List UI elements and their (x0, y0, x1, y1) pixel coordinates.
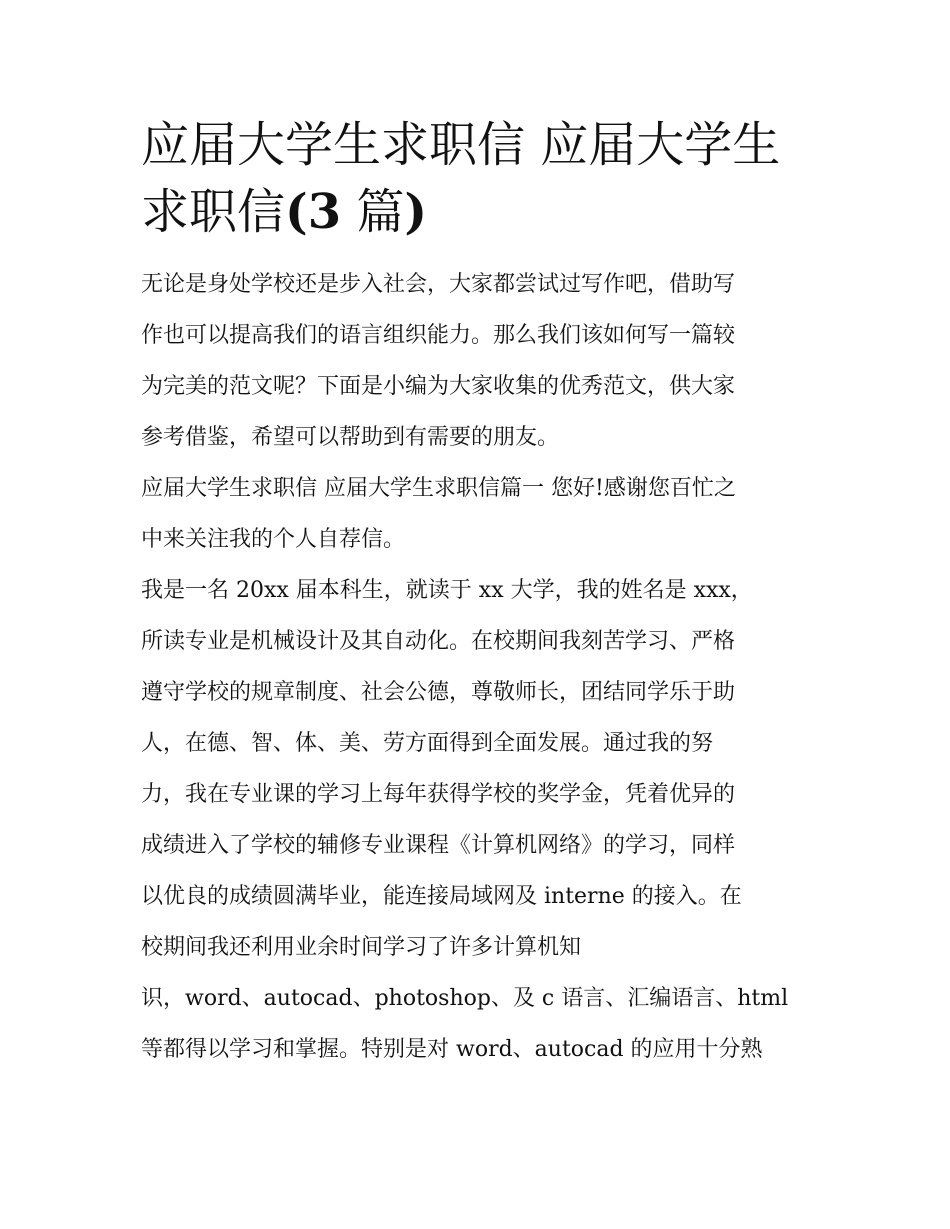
text-line-9: 遵守学校的规章制度、社会公德，尊敬师长，团结同学乐于助 (141, 680, 736, 705)
title-count-unit: 篇 (341, 184, 405, 240)
text-line-2: 作也可以提高我们的语言组织能力。那么我们该如何写一篇较 (141, 323, 736, 348)
document-page (141, 112, 813, 1075)
title-count-close: ) (404, 184, 428, 240)
document-title (141, 112, 813, 246)
text-line-3: 为完美的范文呢？下面是小编为大家收集的优秀范文，供大家 (141, 374, 736, 399)
text-line-5: 应届大学生求职信 应届大学生求职信篇一 您好!感谢您百忙之 (141, 476, 736, 501)
title-line-2-text: 求职信 (141, 184, 286, 240)
title-line-1: 应届大学生求职信 应届大学生 (141, 117, 781, 173)
text-line-12: 成绩进入了学校的辅修专业课程《计算机网络》的学习，同样 (141, 833, 736, 858)
text-line-8: 所读专业是机械设计及其自动化。在校期间我刻苦学习、严格 (141, 629, 736, 654)
text-line-7: 我是一名 20xx 届本科生，就读于 xx 大学，我的姓名是 xxx， (141, 578, 753, 603)
text-line-1: 无论是身处学校还是步入社会，大家都尝试过写作吧，借助写 (141, 272, 736, 297)
text-line-10: 人，在德、智、体、美、劳方面得到全面发展。通过我的努 (141, 731, 714, 756)
text-line-13: 以优良的成绩圆满毕业，能连接局域网及 interne 的接入。在 (141, 884, 742, 909)
text-line-14: 校期间我还利用业余时间学习了许多计算机知 (141, 935, 582, 960)
text-line-6: 中来关注我的个人自荐信。 (141, 527, 406, 552)
document-body (141, 259, 813, 1075)
text-line-16: 等都得以学习和掌握。特别是对 word、autocad 的应用十分熟 (141, 1037, 763, 1062)
text-line-11: 力，我在专业课的学习上每年获得学校的奖学金，凭着优异的 (141, 782, 736, 807)
title-line-2 (141, 179, 813, 246)
text-line-15: 识，word、autocad、photoshop、及 c 语言、汇编语言、html (141, 986, 789, 1011)
text-line-4: 参考借鉴，希望可以帮助到有需要的朋友。 (141, 425, 560, 450)
title-count-open: (3 (285, 184, 342, 240)
